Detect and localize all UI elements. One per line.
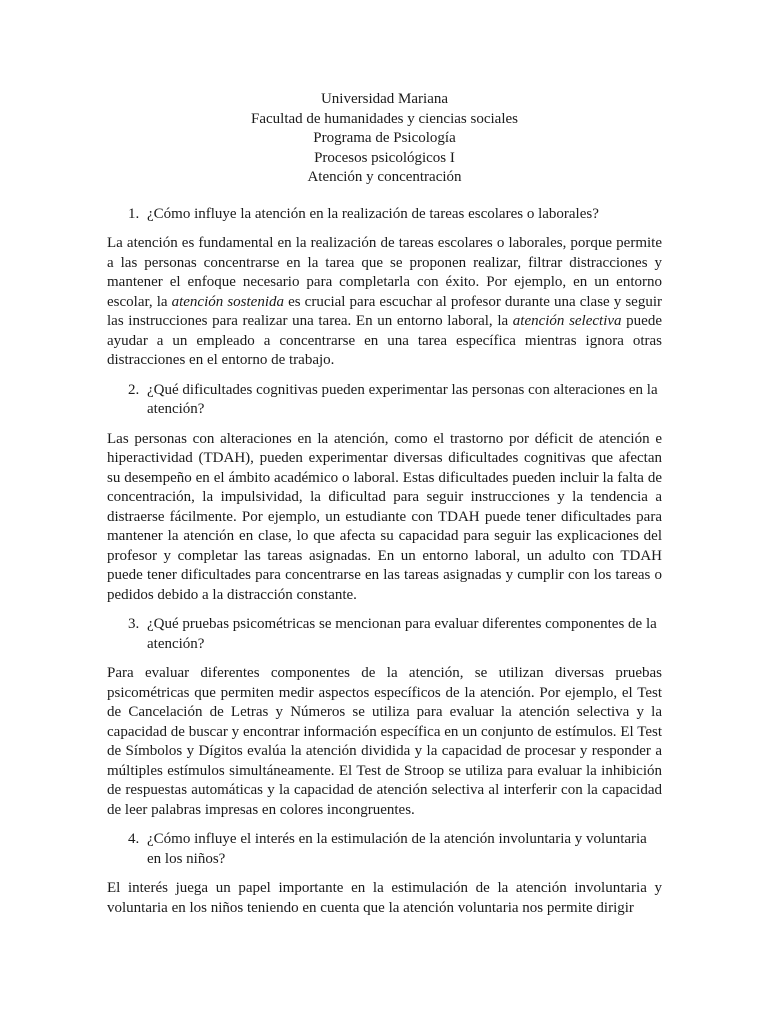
answer-4: El interés juega un papel importante en la estimulación de la atención involuntaria y voluntaria en los niños teniendo en cuenta que la atención voluntaria nos permite dirigir — [107, 880, 662, 916]
answer-3: Para evaluar diferentes componentes de la atención, se utilizan diversas pruebas psicométricas que permiten medir aspectos específicos de la atención. Por ejemplo, el Test de Cancelación de Letras y Números se utiliza para evaluar la atención selectiva y la capacidad de buscar y encontrar información específica en un conjunto de estímulos. El Test de Símbolos y Dígitos evalúa la atención dividida y la capacidad de procesar y responder a múltiples estímulos simultáneamente. El Test de Stroop se utiliza para evaluar la inhibición de respuestas automáticas y la capacidad de atención selectiva al interferir con la capacidad de leer palabras impresas en colores incongruentes. — [107, 665, 662, 818]
answer-2: Las personas con alteraciones en la atención, como el trastorno por déficit de atención e hiperactividad (TDAH), pueden experimentar diversas dificultades cognitivas que afectan su desempeño en el ámbito académico o laboral. Estas dificultades pueden incluir la falta de concentración, la impulsividad, la dificultad para seguir instrucciones y la tendencia a distraerse fácilmente. Por ejemplo, un estudiante con TDAH puede tener dificultades para mantener la atención en clase, lo que afecta su capacidad para seguir las explicaciones del profesor y completar las tareas asignadas. En un entorno laboral, un adulto con TDAH puede tener dificultades para concentrarse en las tareas asignadas y cumplir con los tareas o pedidos debido a la distracción constante. — [107, 430, 662, 603]
document-header — [107, 90, 662, 188]
university-name: Universidad Mariana — [320, 91, 449, 107]
program-name: Programa de Psicología — [313, 130, 456, 146]
question-2-number: 2. — [128, 381, 140, 398]
answer-1-part-1: La atención es fundamental en la realización de tareas escolares o laborales, porque permite a las personas concentrarse en la tarea que se proponen realizar, filtrar distracciones y mantener el enfoque necesario para completarla con éxito. Por ejemplo, en un entorno escolar, la — [107, 235, 662, 310]
answer-1 — [107, 234, 662, 371]
course-name: Procesos psicológicos I — [314, 149, 455, 166]
answer-1-emphasis-selective: atención selectiva — [512, 313, 622, 329]
question-4 — [107, 830, 662, 869]
answer-1-emphasis-sustained: atención sostenida — [171, 293, 285, 310]
answer-1-part-2: es crucial para escuchar al profesor durante una clase y seguir las instrucciones para realizar una tarea. En un entorno laboral, la — [107, 293, 662, 329]
faculty-name: Facultad de humanidades y ciencias sociales — [251, 110, 518, 127]
question-2 — [107, 381, 662, 420]
question-1 — [107, 205, 662, 225]
question-4-text: ¿Cómo influye el interés en la estimulación de la atención involuntaria y voluntaria en los niños? — [147, 831, 647, 867]
question-1-number: 1. — [128, 205, 140, 222]
question-1-text: ¿Cómo influye la atención en la realización de tareas escolares o laborales? — [147, 205, 599, 222]
question-3 — [107, 615, 662, 654]
question-2-text: ¿Qué dificultades cognitivas pueden experimentar las personas con alteraciones en la atención? — [147, 381, 658, 417]
topic-title: Atención y concentración — [307, 169, 462, 185]
answer-1-part-3: puede ayudar a un empleado a concentrarse en una tarea específica mientras ignora otras distracciones en el entorno de trabajo. — [107, 313, 662, 368]
question-3-number: 3. — [128, 616, 140, 632]
question-3-text: ¿Qué pruebas psicométricas se mencionan para evaluar diferentes componentes de la atención? — [147, 616, 657, 652]
question-4-number: 4. — [128, 831, 140, 847]
